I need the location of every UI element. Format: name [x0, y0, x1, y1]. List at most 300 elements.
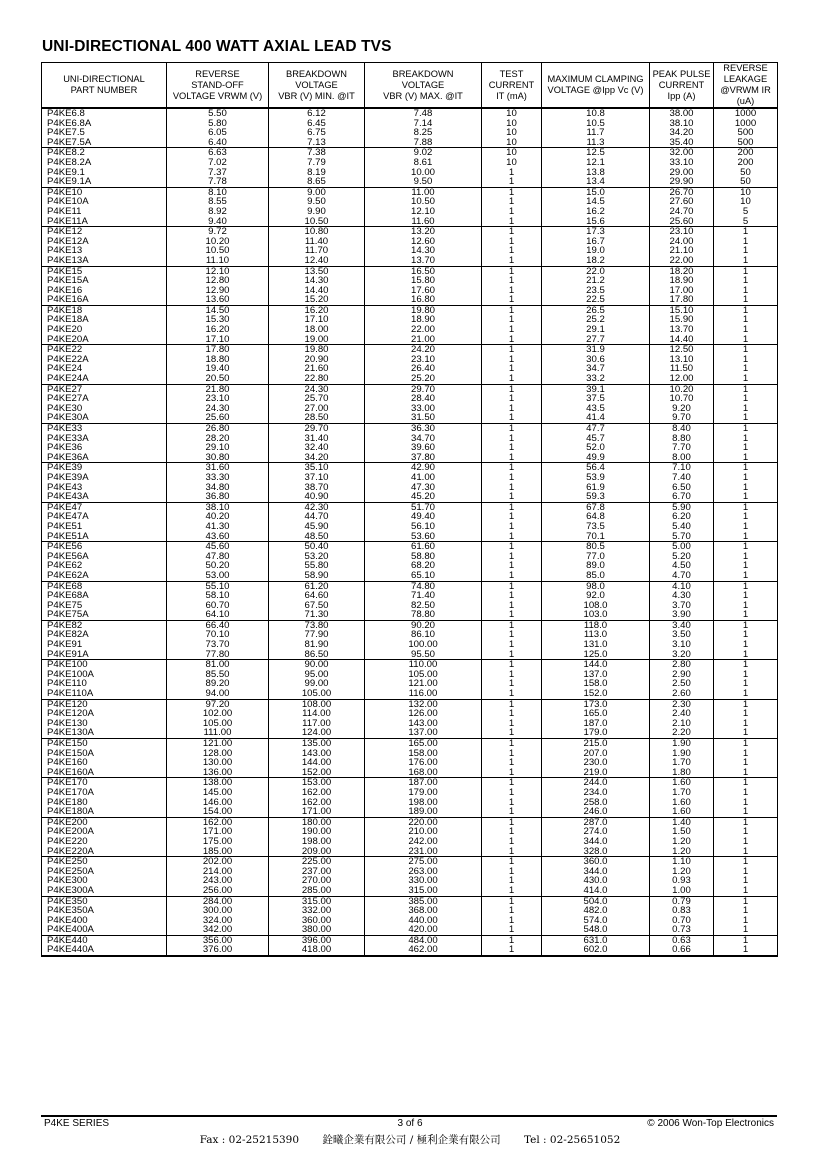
cell-standoff-voltage: 19.40 — [167, 364, 269, 374]
cell-reverse-leakage: 1 — [714, 542, 778, 552]
cell-reverse-leakage: 1 — [714, 807, 778, 817]
cell-standoff-voltage: 23.10 — [167, 394, 269, 404]
cell-breakdown-min: 162.00 — [269, 788, 365, 798]
cell-clamping-voltage: 274.0 — [542, 827, 650, 837]
cell-standoff-voltage: 21.80 — [167, 384, 269, 394]
cell-reverse-leakage: 1 — [714, 492, 778, 502]
cell-part-number: P4KE47A — [42, 512, 167, 522]
table-row — [42, 266, 778, 276]
cell-breakdown-min: 7.13 — [269, 138, 365, 148]
column-header-line: VOLTAGE — [295, 79, 338, 90]
cell-reverse-leakage: 1 — [714, 670, 778, 680]
cell-breakdown-min: 90.00 — [269, 660, 365, 670]
cell-clamping-voltage: 11.7 — [542, 128, 650, 138]
cell-breakdown-max: 210.00 — [365, 827, 482, 837]
cell-standoff-voltage: 121.00 — [167, 739, 269, 749]
cell-clamping-voltage: 70.1 — [542, 532, 650, 542]
cell-breakdown-min: 396.00 — [269, 935, 365, 945]
cell-clamping-voltage: 21.2 — [542, 276, 650, 286]
cell-test-current: 1 — [482, 571, 542, 581]
table-row — [42, 325, 778, 335]
cell-part-number: P4KE15 — [42, 266, 167, 276]
cell-breakdown-max: 132.00 — [365, 699, 482, 709]
cell-clamping-voltage: 173.0 — [542, 699, 650, 709]
cell-test-current: 1 — [482, 827, 542, 837]
cell-clamping-voltage: 12.1 — [542, 158, 650, 168]
table-body — [42, 108, 778, 956]
cell-peak-pulse-current: 12.00 — [650, 374, 714, 384]
cell-reverse-leakage: 1 — [714, 355, 778, 365]
cell-standoff-voltage: 17.80 — [167, 345, 269, 355]
cell-breakdown-min: 9.90 — [269, 207, 365, 217]
cell-breakdown-max: 95.50 — [365, 650, 482, 660]
column-header-peak-pulse-current — [650, 63, 714, 109]
cell-breakdown-max: 37.80 — [365, 453, 482, 463]
cell-reverse-leakage: 1 — [714, 276, 778, 286]
table-row — [42, 798, 778, 808]
cell-reverse-leakage: 5 — [714, 217, 778, 227]
cell-breakdown-max: 105.00 — [365, 670, 482, 680]
cell-reverse-leakage: 1 — [714, 453, 778, 463]
cell-breakdown-min: 144.00 — [269, 758, 365, 768]
table-row — [42, 286, 778, 296]
cell-standoff-voltage: 243.00 — [167, 876, 269, 886]
table-row — [42, 483, 778, 493]
cell-breakdown-min: 32.40 — [269, 443, 365, 453]
cell-reverse-leakage: 1 — [714, 876, 778, 886]
cell-test-current: 1 — [482, 739, 542, 749]
cell-breakdown-min: 10.50 — [269, 217, 365, 227]
column-header-line: IT (mA) — [496, 90, 527, 101]
cell-peak-pulse-current: 3.50 — [650, 630, 714, 640]
cell-test-current: 1 — [482, 552, 542, 562]
cell-part-number: P4KE36 — [42, 443, 167, 453]
cell-reverse-leakage: 1 — [714, 620, 778, 630]
cell-reverse-leakage: 1 — [714, 650, 778, 660]
cell-clamping-voltage: 85.0 — [542, 571, 650, 581]
cell-breakdown-max: 263.00 — [365, 867, 482, 877]
cell-breakdown-max: 47.30 — [365, 483, 482, 493]
cell-reverse-leakage: 1 — [714, 896, 778, 906]
cell-breakdown-max: 16.50 — [365, 266, 482, 276]
cell-breakdown-min: 315.00 — [269, 896, 365, 906]
cell-breakdown-max: 368.00 — [365, 906, 482, 916]
cell-clamping-voltage: 246.0 — [542, 807, 650, 817]
cell-reverse-leakage: 1 — [714, 728, 778, 738]
cell-peak-pulse-current: 22.00 — [650, 256, 714, 266]
table-row — [42, 581, 778, 591]
cell-peak-pulse-current: 29.90 — [650, 177, 714, 187]
cell-standoff-voltage: 24.30 — [167, 404, 269, 414]
cell-standoff-voltage: 284.00 — [167, 896, 269, 906]
table-row — [42, 355, 778, 365]
cell-reverse-leakage: 1 — [714, 758, 778, 768]
table-row — [42, 315, 778, 325]
table-row — [42, 689, 778, 699]
cell-breakdown-min: 24.30 — [269, 384, 365, 394]
cell-test-current: 1 — [482, 227, 542, 237]
table-row — [42, 148, 778, 158]
cell-part-number: P4KE27A — [42, 394, 167, 404]
cell-standoff-voltage: 202.00 — [167, 857, 269, 867]
cell-test-current: 1 — [482, 699, 542, 709]
cell-peak-pulse-current: 9.20 — [650, 404, 714, 414]
cell-breakdown-max: 19.80 — [365, 305, 482, 315]
cell-peak-pulse-current: 18.20 — [650, 266, 714, 276]
cell-part-number: P4KE56 — [42, 542, 167, 552]
cell-breakdown-max: 143.00 — [365, 719, 482, 729]
cell-part-number: P4KE43 — [42, 483, 167, 493]
cell-test-current: 10 — [482, 148, 542, 158]
cell-standoff-voltage: 30.80 — [167, 453, 269, 463]
cell-breakdown-max: 10.50 — [365, 197, 482, 207]
cell-reverse-leakage: 1 — [714, 601, 778, 611]
cell-standoff-voltage: 102.00 — [167, 709, 269, 719]
cell-test-current: 1 — [482, 404, 542, 414]
cell-reverse-leakage: 1 — [714, 305, 778, 315]
cell-reverse-leakage: 1 — [714, 384, 778, 394]
cell-breakdown-min: 55.80 — [269, 561, 365, 571]
table-row — [42, 413, 778, 423]
cell-clamping-voltage: 16.2 — [542, 207, 650, 217]
cell-peak-pulse-current: 1.20 — [650, 847, 714, 857]
cell-breakdown-max: 68.20 — [365, 561, 482, 571]
cell-clamping-voltage: 118.0 — [542, 620, 650, 630]
cell-standoff-voltage: 64.10 — [167, 610, 269, 620]
cell-peak-pulse-current: 9.70 — [650, 413, 714, 423]
cell-test-current: 1 — [482, 492, 542, 502]
cell-clamping-voltage: 602.0 — [542, 945, 650, 956]
column-header-test-current — [482, 63, 542, 109]
cell-breakdown-min: 8.65 — [269, 177, 365, 187]
cell-test-current: 1 — [482, 728, 542, 738]
table-row — [42, 158, 778, 168]
table-row — [42, 857, 778, 867]
cell-breakdown-max: 198.00 — [365, 798, 482, 808]
cell-clamping-voltage: 10.5 — [542, 119, 650, 129]
cell-clamping-voltage: 179.0 — [542, 728, 650, 738]
cell-clamping-voltage: 16.7 — [542, 237, 650, 247]
column-header-reverse-leakage — [714, 63, 778, 109]
cell-reverse-leakage: 1 — [714, 561, 778, 571]
cell-part-number: P4KE300 — [42, 876, 167, 886]
cell-peak-pulse-current: 29.00 — [650, 168, 714, 178]
cell-breakdown-max: 7.14 — [365, 119, 482, 129]
cell-breakdown-min: 380.00 — [269, 925, 365, 935]
cell-part-number: P4KE400A — [42, 925, 167, 935]
cell-breakdown-max: 26.40 — [365, 364, 482, 374]
column-header-line: VBR (V) MIN. @IT — [278, 90, 355, 101]
cell-breakdown-max: 74.80 — [365, 581, 482, 591]
cell-peak-pulse-current: 4.30 — [650, 591, 714, 601]
cell-test-current: 1 — [482, 305, 542, 315]
cell-part-number: P4KE68 — [42, 581, 167, 591]
cell-clamping-voltage: 165.0 — [542, 709, 650, 719]
cell-clamping-voltage: 22.0 — [542, 266, 650, 276]
cell-clamping-voltage: 360.0 — [542, 857, 650, 867]
cell-breakdown-max: 17.60 — [365, 286, 482, 296]
cell-reverse-leakage: 1 — [714, 768, 778, 778]
cell-standoff-voltage: 12.90 — [167, 286, 269, 296]
cell-breakdown-max: 15.80 — [365, 276, 482, 286]
cell-part-number: P4KE91 — [42, 640, 167, 650]
cell-breakdown-min: 17.10 — [269, 315, 365, 325]
cell-test-current: 1 — [482, 640, 542, 650]
cell-standoff-voltage: 128.00 — [167, 749, 269, 759]
cell-standoff-voltage: 43.60 — [167, 532, 269, 542]
cell-clamping-voltage: 414.0 — [542, 886, 650, 896]
cell-breakdown-min: 171.00 — [269, 807, 365, 817]
cell-reverse-leakage: 1 — [714, 246, 778, 256]
cell-breakdown-max: 462.00 — [365, 945, 482, 956]
cell-clamping-voltage: 49.9 — [542, 453, 650, 463]
cell-breakdown-min: 11.70 — [269, 246, 365, 256]
cell-peak-pulse-current: 23.10 — [650, 227, 714, 237]
cell-standoff-voltage: 11.10 — [167, 256, 269, 266]
cell-peak-pulse-current: 15.10 — [650, 305, 714, 315]
cell-reverse-leakage: 1 — [714, 886, 778, 896]
cell-clamping-voltage: 234.0 — [542, 788, 650, 798]
cell-peak-pulse-current: 6.70 — [650, 492, 714, 502]
cell-standoff-voltage: 10.20 — [167, 237, 269, 247]
table-row — [42, 620, 778, 630]
cell-peak-pulse-current: 34.20 — [650, 128, 714, 138]
column-header-line: VOLTAGE VRWM (V) — [172, 90, 263, 101]
cell-breakdown-min: 162.00 — [269, 798, 365, 808]
cell-breakdown-max: 176.00 — [365, 758, 482, 768]
cell-peak-pulse-current: 13.10 — [650, 355, 714, 365]
footer-series: P4KE SERIES — [44, 1118, 110, 1129]
cell-breakdown-min: 124.00 — [269, 728, 365, 738]
table-row — [42, 719, 778, 729]
cell-clamping-voltage: 15.0 — [542, 187, 650, 197]
table-row — [42, 591, 778, 601]
cell-standoff-voltage: 16.20 — [167, 325, 269, 335]
cell-standoff-voltage: 256.00 — [167, 886, 269, 896]
cell-test-current: 1 — [482, 788, 542, 798]
cell-test-current: 1 — [482, 581, 542, 591]
cell-test-current: 1 — [482, 837, 542, 847]
cell-part-number: P4KE110A — [42, 689, 167, 699]
cell-reverse-leakage: 5 — [714, 207, 778, 217]
cell-reverse-leakage: 1 — [714, 817, 778, 827]
cell-reverse-leakage: 500 — [714, 128, 778, 138]
table-row — [42, 807, 778, 817]
cell-clamping-voltage: 187.0 — [542, 719, 650, 729]
table-row — [42, 424, 778, 434]
cell-peak-pulse-current: 21.10 — [650, 246, 714, 256]
cell-test-current: 1 — [482, 295, 542, 305]
cell-test-current: 1 — [482, 591, 542, 601]
cell-part-number: P4KE7.5 — [42, 128, 167, 138]
cell-peak-pulse-current: 3.40 — [650, 620, 714, 630]
cell-clamping-voltage: 13.4 — [542, 177, 650, 187]
cell-clamping-voltage: 39.1 — [542, 384, 650, 394]
cell-test-current: 1 — [482, 384, 542, 394]
cell-peak-pulse-current: 15.90 — [650, 315, 714, 325]
cell-breakdown-min: 48.50 — [269, 532, 365, 542]
cell-standoff-voltage: 47.80 — [167, 552, 269, 562]
cell-clamping-voltage: 33.2 — [542, 374, 650, 384]
cell-breakdown-max: 82.50 — [365, 601, 482, 611]
cell-part-number: P4KE6.8A — [42, 119, 167, 129]
cell-reverse-leakage: 1 — [714, 424, 778, 434]
cell-part-number: P4KE75 — [42, 601, 167, 611]
cell-part-number: P4KE62A — [42, 571, 167, 581]
cell-standoff-voltage: 376.00 — [167, 945, 269, 956]
cell-breakdown-max: 23.10 — [365, 355, 482, 365]
cell-breakdown-min: 360.00 — [269, 916, 365, 926]
cell-peak-pulse-current: 4.50 — [650, 561, 714, 571]
cell-clamping-voltage: 113.0 — [542, 630, 650, 640]
cell-peak-pulse-current: 2.80 — [650, 660, 714, 670]
cell-breakdown-min: 77.90 — [269, 630, 365, 640]
cell-clamping-voltage: 207.0 — [542, 749, 650, 759]
column-header-line: Ipp (A) — [667, 90, 696, 101]
cell-standoff-voltage: 13.60 — [167, 295, 269, 305]
cell-test-current: 1 — [482, 197, 542, 207]
table-row — [42, 571, 778, 581]
table-row — [42, 660, 778, 670]
cell-peak-pulse-current: 8.40 — [650, 424, 714, 434]
cell-reverse-leakage: 1 — [714, 581, 778, 591]
cell-standoff-voltage: 5.50 — [167, 108, 269, 119]
cell-test-current: 1 — [482, 424, 542, 434]
cell-part-number: P4KE30 — [42, 404, 167, 414]
cell-breakdown-min: 16.20 — [269, 305, 365, 315]
cell-reverse-leakage: 1 — [714, 778, 778, 788]
cell-peak-pulse-current: 8.80 — [650, 434, 714, 444]
cell-reverse-leakage: 1 — [714, 857, 778, 867]
cell-standoff-voltage: 18.80 — [167, 355, 269, 365]
cell-breakdown-min: 81.90 — [269, 640, 365, 650]
cell-clamping-voltage: 22.5 — [542, 295, 650, 305]
cell-test-current: 1 — [482, 217, 542, 227]
cell-test-current: 1 — [482, 434, 542, 444]
cell-breakdown-max: 49.40 — [365, 512, 482, 522]
cell-peak-pulse-current: 2.40 — [650, 709, 714, 719]
cell-clamping-voltage: 215.0 — [542, 739, 650, 749]
cell-breakdown-max: 440.00 — [365, 916, 482, 926]
cell-peak-pulse-current: 5.20 — [650, 552, 714, 562]
cell-reverse-leakage: 1 — [714, 404, 778, 414]
cell-standoff-voltage: 12.80 — [167, 276, 269, 286]
cell-peak-pulse-current: 5.00 — [650, 542, 714, 552]
cell-test-current: 1 — [482, 256, 542, 266]
cell-breakdown-min: 10.80 — [269, 227, 365, 237]
cell-standoff-voltage: 97.20 — [167, 699, 269, 709]
cell-breakdown-max: 137.00 — [365, 728, 482, 738]
table-row — [42, 108, 778, 119]
cell-peak-pulse-current: 1.60 — [650, 798, 714, 808]
cell-breakdown-max: 158.00 — [365, 749, 482, 759]
cell-test-current: 1 — [482, 207, 542, 217]
cell-reverse-leakage: 1 — [714, 483, 778, 493]
table-row — [42, 217, 778, 227]
column-header-breakdown-max — [365, 63, 482, 109]
cell-breakdown-min: 95.00 — [269, 670, 365, 680]
cell-breakdown-min: 9.00 — [269, 187, 365, 197]
cell-peak-pulse-current: 1.00 — [650, 886, 714, 896]
table-row — [42, 630, 778, 640]
cell-peak-pulse-current: 8.00 — [650, 453, 714, 463]
cell-breakdown-min: 15.20 — [269, 295, 365, 305]
cell-breakdown-max: 34.70 — [365, 434, 482, 444]
cell-reverse-leakage: 1 — [714, 473, 778, 483]
cell-test-current: 1 — [482, 345, 542, 355]
cell-breakdown-min: 40.90 — [269, 492, 365, 502]
cell-standoff-voltage: 70.10 — [167, 630, 269, 640]
cell-part-number: P4KE8.2 — [42, 148, 167, 158]
cell-breakdown-min: 117.00 — [269, 719, 365, 729]
cell-standoff-voltage: 17.10 — [167, 335, 269, 345]
cell-standoff-voltage: 81.00 — [167, 660, 269, 670]
cell-test-current: 1 — [482, 749, 542, 759]
cell-breakdown-min: 153.00 — [269, 778, 365, 788]
column-header-line: PEAK PULSE — [652, 68, 711, 79]
cell-part-number: P4KE350 — [42, 896, 167, 906]
cell-part-number: P4KE6.8 — [42, 108, 167, 119]
cell-breakdown-max: 242.00 — [365, 837, 482, 847]
cell-standoff-voltage: 154.00 — [167, 807, 269, 817]
cell-part-number: P4KE11A — [42, 217, 167, 227]
cell-test-current: 1 — [482, 867, 542, 877]
cell-clamping-voltage: 67.8 — [542, 502, 650, 512]
cell-standoff-voltage: 7.02 — [167, 158, 269, 168]
cell-standoff-voltage: 89.20 — [167, 679, 269, 689]
cell-part-number: P4KE180 — [42, 798, 167, 808]
cell-breakdown-min: 28.50 — [269, 413, 365, 423]
cell-breakdown-min: 12.40 — [269, 256, 365, 266]
cell-clamping-voltage: 52.0 — [542, 443, 650, 453]
cell-part-number: P4KE39A — [42, 473, 167, 483]
cell-standoff-voltage: 15.30 — [167, 315, 269, 325]
cell-breakdown-max: 90.20 — [365, 620, 482, 630]
cell-peak-pulse-current: 1.80 — [650, 768, 714, 778]
cell-part-number: P4KE10A — [42, 197, 167, 207]
cell-breakdown-min: 209.00 — [269, 847, 365, 857]
cell-part-number: P4KE30A — [42, 413, 167, 423]
cell-standoff-voltage: 356.00 — [167, 935, 269, 945]
cell-reverse-leakage: 1 — [714, 502, 778, 512]
cell-reverse-leakage: 1 — [714, 522, 778, 532]
cell-breakdown-max: 78.80 — [365, 610, 482, 620]
cell-breakdown-min: 9.50 — [269, 197, 365, 207]
table-row — [42, 237, 778, 247]
cell-breakdown-max: 220.00 — [365, 817, 482, 827]
cell-breakdown-max: 13.70 — [365, 256, 482, 266]
table-row — [42, 227, 778, 237]
cell-breakdown-min: 6.45 — [269, 119, 365, 129]
cell-standoff-voltage: 85.50 — [167, 670, 269, 680]
cell-reverse-leakage: 1 — [714, 364, 778, 374]
cell-standoff-voltage: 25.60 — [167, 413, 269, 423]
cell-clamping-voltage: 45.7 — [542, 434, 650, 444]
cell-test-current: 1 — [482, 502, 542, 512]
column-header-line: STAND-OFF — [191, 79, 244, 90]
cell-clamping-voltage: 80.5 — [542, 542, 650, 552]
cell-reverse-leakage: 1 — [714, 571, 778, 581]
cell-clamping-voltage: 137.0 — [542, 670, 650, 680]
column-header-line: PART NUMBER — [70, 85, 138, 95]
table-row — [42, 187, 778, 197]
cell-clamping-voltage: 125.0 — [542, 650, 650, 660]
page-title: UNI-DIRECTIONAL 400 WATT AXIAL LEAD TVS — [42, 38, 392, 55]
table-row — [42, 492, 778, 502]
table-row — [42, 512, 778, 522]
cell-breakdown-min: 73.80 — [269, 620, 365, 630]
cell-peak-pulse-current: 1.20 — [650, 867, 714, 877]
